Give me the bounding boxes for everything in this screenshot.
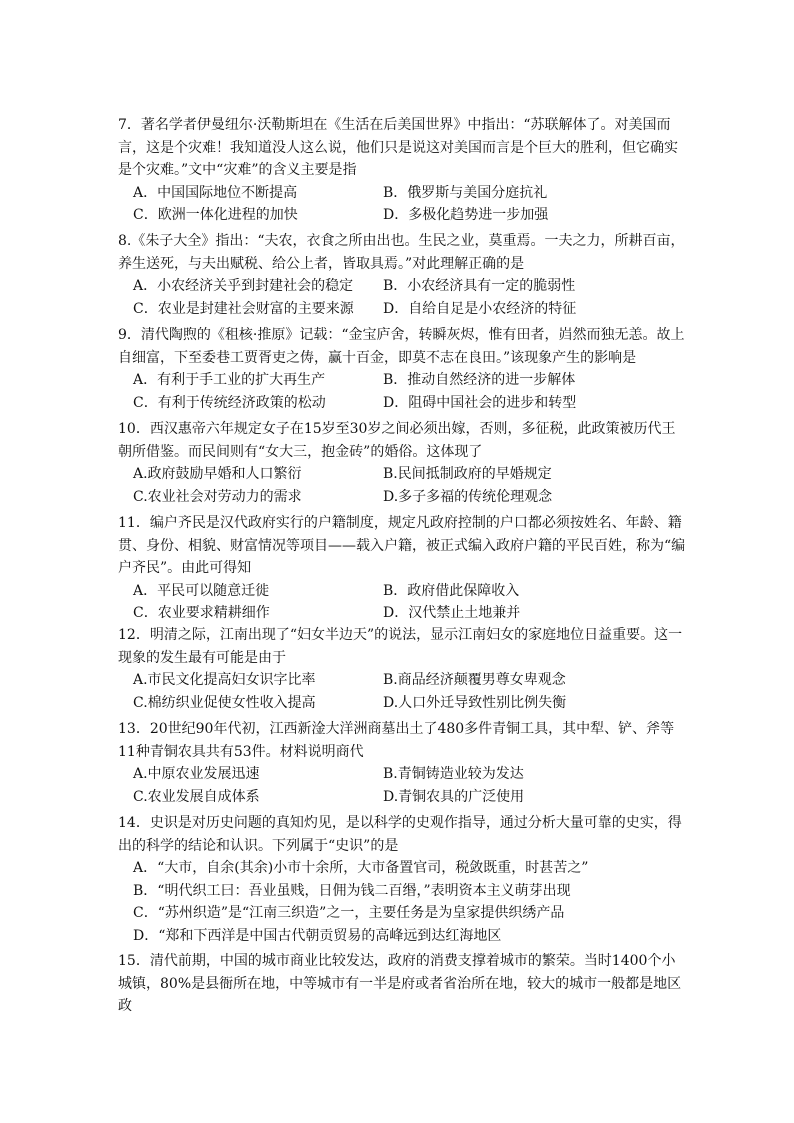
question-9 xyxy=(118,324,688,414)
question-stem: 11．编户齐民是汉代政府实行的户籍制度，规定凡政府控制的户口都必须按姓名、年龄、籍贯、身份、相貌、财富情况等项目——载入户籍，被正式编入政府户籍的平民百姓，称为“编户齐民”。由此可得知 xyxy=(118,515,686,576)
question-stem: 9．清代陶煦的《租核·推原》记载：“金宝庐舍，转瞬灰烬，惟有田者，岿然而独无恙。故上自细富，下至委巷工贾胥吏之俦，赢十百金，即莫不志在良田。”该现象产生的影响是 xyxy=(118,327,685,366)
option-a: A.市民文化提高妇女识字比率 xyxy=(133,672,316,688)
question-stem: 12．明清之际，江南出现了“妇女半边天”的说法，显示江南妇女的家庭地位日益重要。这一现象的发生最有可能是由于 xyxy=(118,627,683,666)
options xyxy=(133,763,688,808)
option-a: A．中国国际地位不断提高 xyxy=(133,184,298,201)
question-14 xyxy=(118,812,688,947)
option-b: B.青铜铸造业较为发达 xyxy=(383,766,524,782)
question-stem: 7．著名学者伊曼纽尔·沃勒斯坦在《生活在后美国世界》中指出：“苏联解体了。对美国而言，这是个灾难！我知道没人这么说，他们只是说这对美国而言是个巨大的胜利，但它确实是个灾难。”文中“灾难”的含义主要是指 xyxy=(118,117,678,178)
option-a: A.中原农业发展迅速 xyxy=(133,766,260,782)
options xyxy=(133,857,688,947)
option-d: D．阻碍中国社会的进步和转型 xyxy=(383,394,577,411)
option-c: C.农业社会对劳动力的需求 xyxy=(133,488,302,505)
question-stem: 15．清代前期，中国的城市商业比较发达，政府的消费支撑着城市的繁荣。当时1400个小城镇，80%是县衙所在地，中等城市有一半是府或者省治所在地，较大的城市一般都是地区政 xyxy=(118,953,682,1014)
option-a: A．平民可以随意迁徙 xyxy=(133,582,270,599)
options xyxy=(133,369,688,414)
question-15 xyxy=(118,950,688,1018)
question-stem: 13．20世纪90年代初，江西新淦大洋洲商墓出土了480多件青铜工具，其中犁、铲、斧等11种青铜农具共有53件。材料说明商代 xyxy=(118,721,675,760)
question-stem: 14．史识是对历史问题的真知灼见，是以科学的史观作指导，通过分析大量可靠的史实，得出的科学的结论和认识。下列属于“史识”的是 xyxy=(118,815,682,854)
question-7 xyxy=(118,114,688,227)
options xyxy=(133,580,688,625)
option-a: A．有利于手工业的扩大再生产 xyxy=(133,372,326,388)
question-11 xyxy=(118,512,688,625)
option-d: D.人口外迁导致性别比例失衡 xyxy=(383,694,567,711)
option-b: B．小农经济具有一定的脆弱性 xyxy=(383,278,576,294)
option-c: C．欧洲一体化进程的加快 xyxy=(133,207,298,223)
options xyxy=(133,275,688,320)
option-c: C．“苏州织造”是“江南三织造”之一，主要任务是为皇家提供织绣产品 xyxy=(133,905,565,921)
option-b: B．推动自然经济的进一步解体 xyxy=(383,372,576,388)
option-b: B．“明代织工曰：吾业虽贱，日佣为钱二百缗，”表明资本主义萌芽出现 xyxy=(133,882,571,899)
options xyxy=(133,669,688,714)
option-c: C．农业是封建社会财富的主要来源 xyxy=(133,300,354,317)
option-b: B.民间抵制政府的早婚规定 xyxy=(383,466,552,482)
option-c: C.农业发展自成体系 xyxy=(133,788,260,805)
option-b: B．政府借此保障收入 xyxy=(383,582,520,599)
option-a: A.政府鼓励早婚和人口繁衍 xyxy=(133,466,302,482)
option-c: C．有利于传统经济政策的松动 xyxy=(133,394,326,411)
option-a: A．小农经济关乎到封建社会的稳定 xyxy=(133,278,354,294)
options xyxy=(133,182,688,227)
option-b: B．俄罗斯与美国分庭抗礼 xyxy=(383,184,548,201)
option-c: C.棉纺织业促使女性收入提高 xyxy=(133,694,316,711)
option-d: D.青铜农具的广泛使用 xyxy=(383,788,525,805)
option-d: D．自给自足是小农经济的特征 xyxy=(383,300,577,317)
option-d: D．汉代禁止土地兼并 xyxy=(383,605,521,621)
option-d: D.多子多福的传统伦理观念 xyxy=(383,488,553,505)
question-13 xyxy=(118,718,688,808)
question-12 xyxy=(118,624,688,714)
option-a: A．“大市，自余(其余)小市十余所，大市备置官司，税敛既重，时甚苦之” xyxy=(133,860,589,876)
options xyxy=(133,463,688,508)
question-10 xyxy=(118,418,688,508)
option-d: D．“郑和下西洋是中国古代朝贡贸易的高峰远到达红海地区 xyxy=(133,927,502,944)
question-stem: 8.《朱子大全》指出：“夫农，衣食之所由出也。生民之业，莫重焉。一夫之力，所耕百亩，养生送死，与夫出赋税、给公上者，皆取具焉。”对此理解正确的是 xyxy=(118,233,685,272)
option-c: C．农业要求精耕细作 xyxy=(133,605,270,621)
option-d: D．多极化趋势进一步加强 xyxy=(383,207,549,223)
question-8 xyxy=(118,230,688,320)
question-stem: 10．西汉惠帝六年规定女子在15岁至30岁之间必须出嫁，否则，多征税，此政策被历代王朝所借鉴。而民间则有“女大三，抱金砖”的婚俗。这体现了 xyxy=(118,421,676,460)
option-b: B.商品经济颠覆男尊女卑观念 xyxy=(383,672,566,688)
